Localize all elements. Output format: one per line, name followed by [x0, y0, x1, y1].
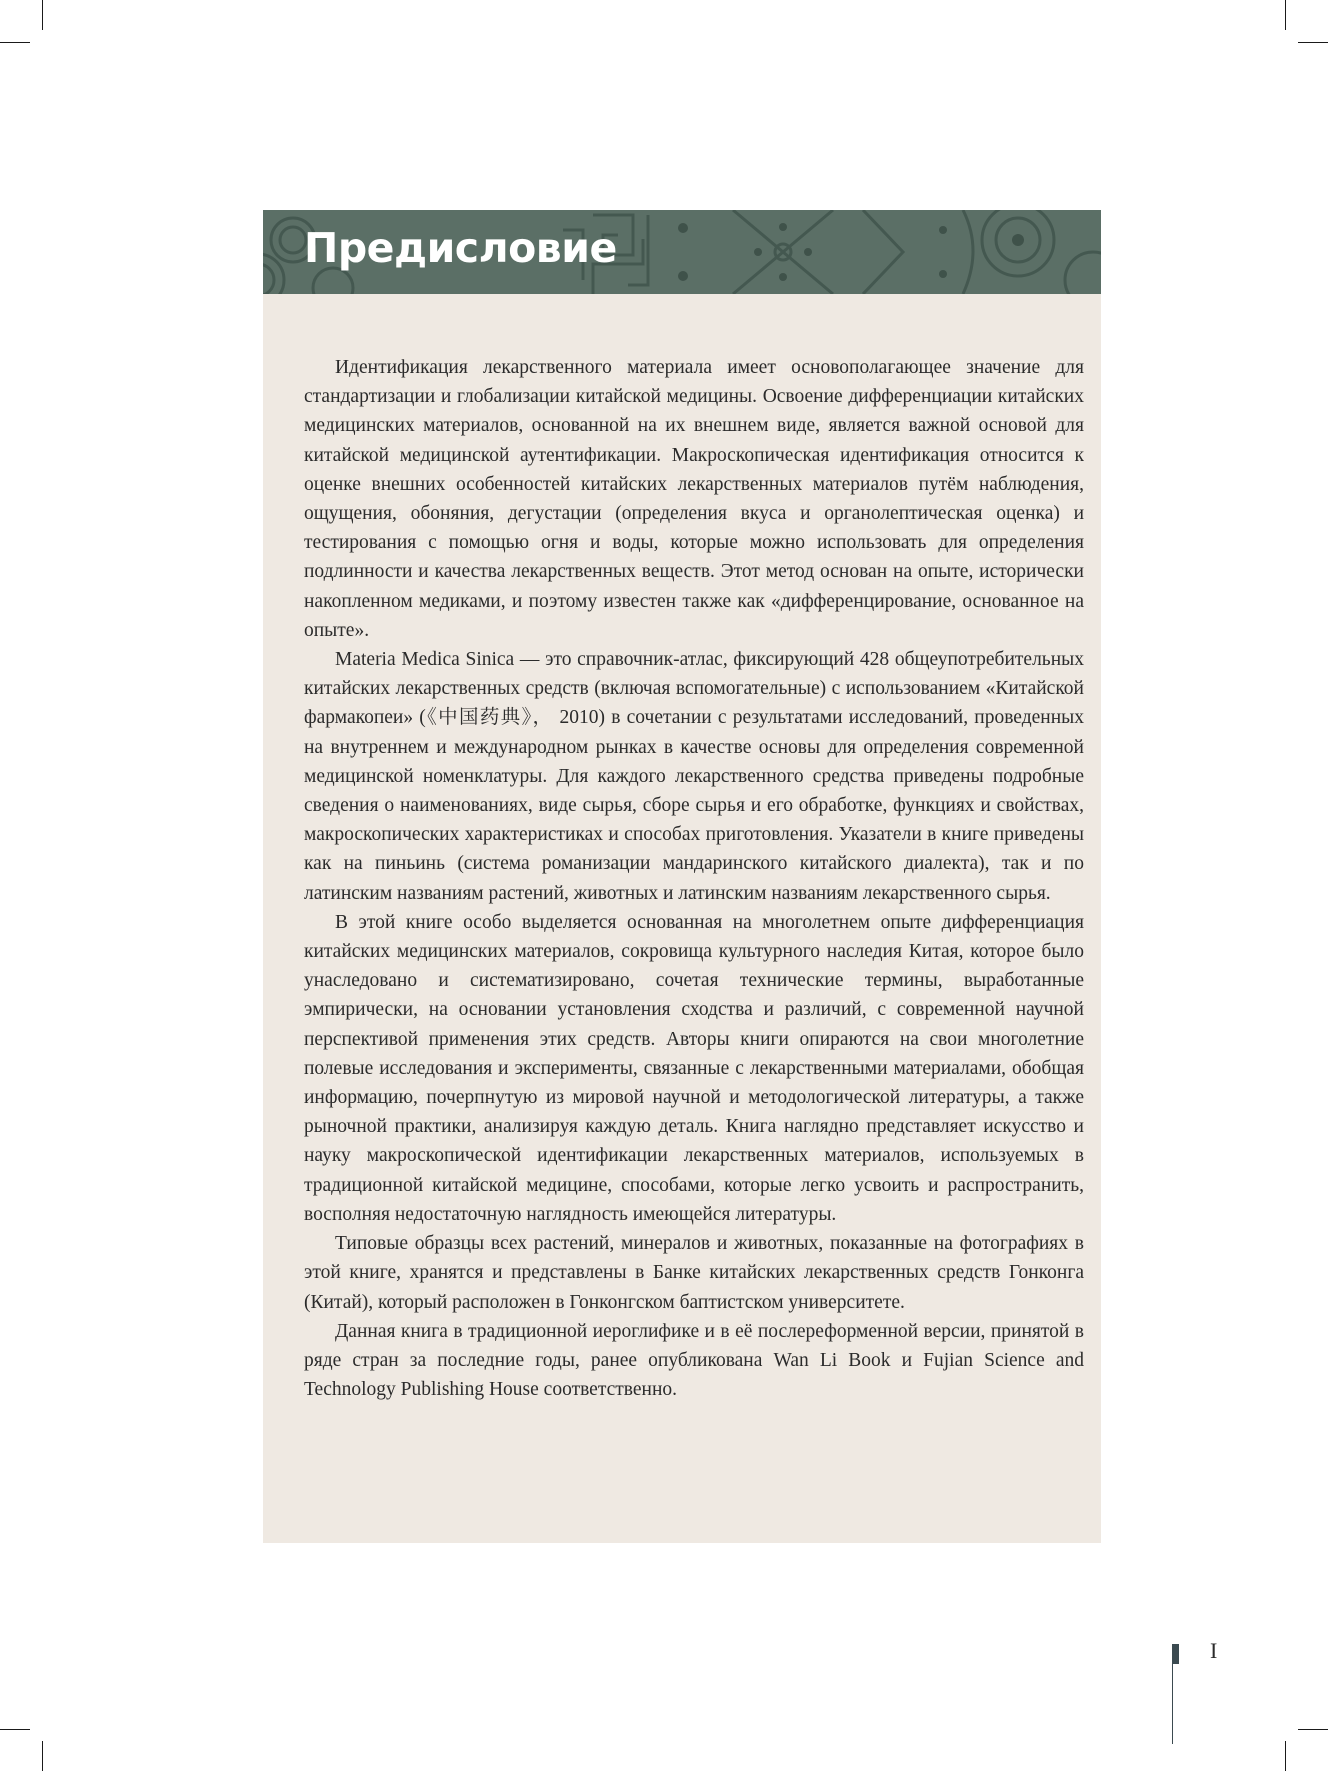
paragraph: Данная книга в традиционной иероглифике и в её послереформенной версии, принятой в ряде стран за последние годы, ранее опубликована Wan Li Book и Fujian Science and Technology Publishing House соответственно. [304, 1320, 1084, 1401]
crop-mark [42, 1741, 43, 1771]
crop-mark [0, 42, 30, 43]
paragraph: Типовые образцы всех растений, минералов и животных, показанные на фотографиях в этой книге, хранятся и представлены в Банке китайских лекарственных средств Гонконга (Китай), который расположен в Гонконгском баптистском университете. [304, 1233, 1084, 1313]
page-marker [1172, 1644, 1179, 1664]
preface-text [304, 353, 1084, 1404]
paragraph: В этой книге особо выделяется основанная на многолетнем опыте дифференциация китайских медицинских материалов, сокровища культурного наследия Китая, которое было унаследовано и систематизировано, сочетая технические термины, выработанные эмпирически, на основании установления сходства и различий, с современной научной перспективой применения этих средств. Авторы книги опираются на свои многолетние полевые исследования и эксперименты, связанные с лекарственными материалами, обобщая информацию, почерпнутую из мировой научной и методологической литературы, а также рыночной практики, анализируя каждую деталь. Книга наглядно представляет искусство и науку макроскопической идентификации лекарственных материалов, используемых в традиционной китайской медицине, способами, которые легко усвоить и распространить, восполняя недостаточную наглядность имеющейся литературы. [304, 911, 1084, 1225]
page-number: I [1210, 1638, 1218, 1663]
preface-panel [263, 210, 1101, 1543]
crop-mark [0, 1729, 30, 1730]
crop-mark [1298, 42, 1328, 43]
crop-mark [1298, 1729, 1328, 1730]
page-divider [1172, 1664, 1173, 1744]
paragraph: Идентификация лекарственного материала имеет основополагающее значение для стандартизации и глобализации китайской медицины. Освоение дифференциации китайских медицинских материалов, основанной на их внешнем виде, является важной основой для китайской медицинской аутентификации. Макроскопическая идентификация относится к оценке внешних особенностей китайских лекарственных материалов путём наблюдения, ощущения, обоняния, дегустации (определения вкуса и органолептическая оценка) и тестирования с помощью огня и воды, которые можно использовать для определения подлинности и качества лекарственных веществ. Этот метод основан на опыте, исторически накопленном медиками, и поэтому известен также как «дифференцирование, основанное на опыте». [304, 357, 1084, 641]
crop-mark [1285, 0, 1286, 30]
title-banner [263, 210, 1101, 294]
crop-mark [1285, 1741, 1286, 1771]
crop-mark [42, 0, 43, 30]
page-title: Предисловие [304, 224, 617, 272]
paragraph: Materia Medica Sinica — это справочник-атлас, фиксирующий 428 общеупотребительных китайских лекарственных средств (включая вспомогательные) с использованием «Китайской фармакопеи» (《中国药典》， 2010) в сочетании с результатами исследований, проведенных на внутреннем и международном рынках в качестве основы для определения современной медицинской номенклатуры. Для каждого лекарственного средства приведены подробные сведения о наименованиях, виде сырья, сборе сырья и его обработке, функциях и свойствах, макроскопических характеристиках и способах приготовления. Указатели в книге приведены как на пиньинь (система романизации мандаринского китайского диалекта), так и по латинским названиям растений, животных и латинским названиям лекарственного сырья. [304, 649, 1084, 904]
